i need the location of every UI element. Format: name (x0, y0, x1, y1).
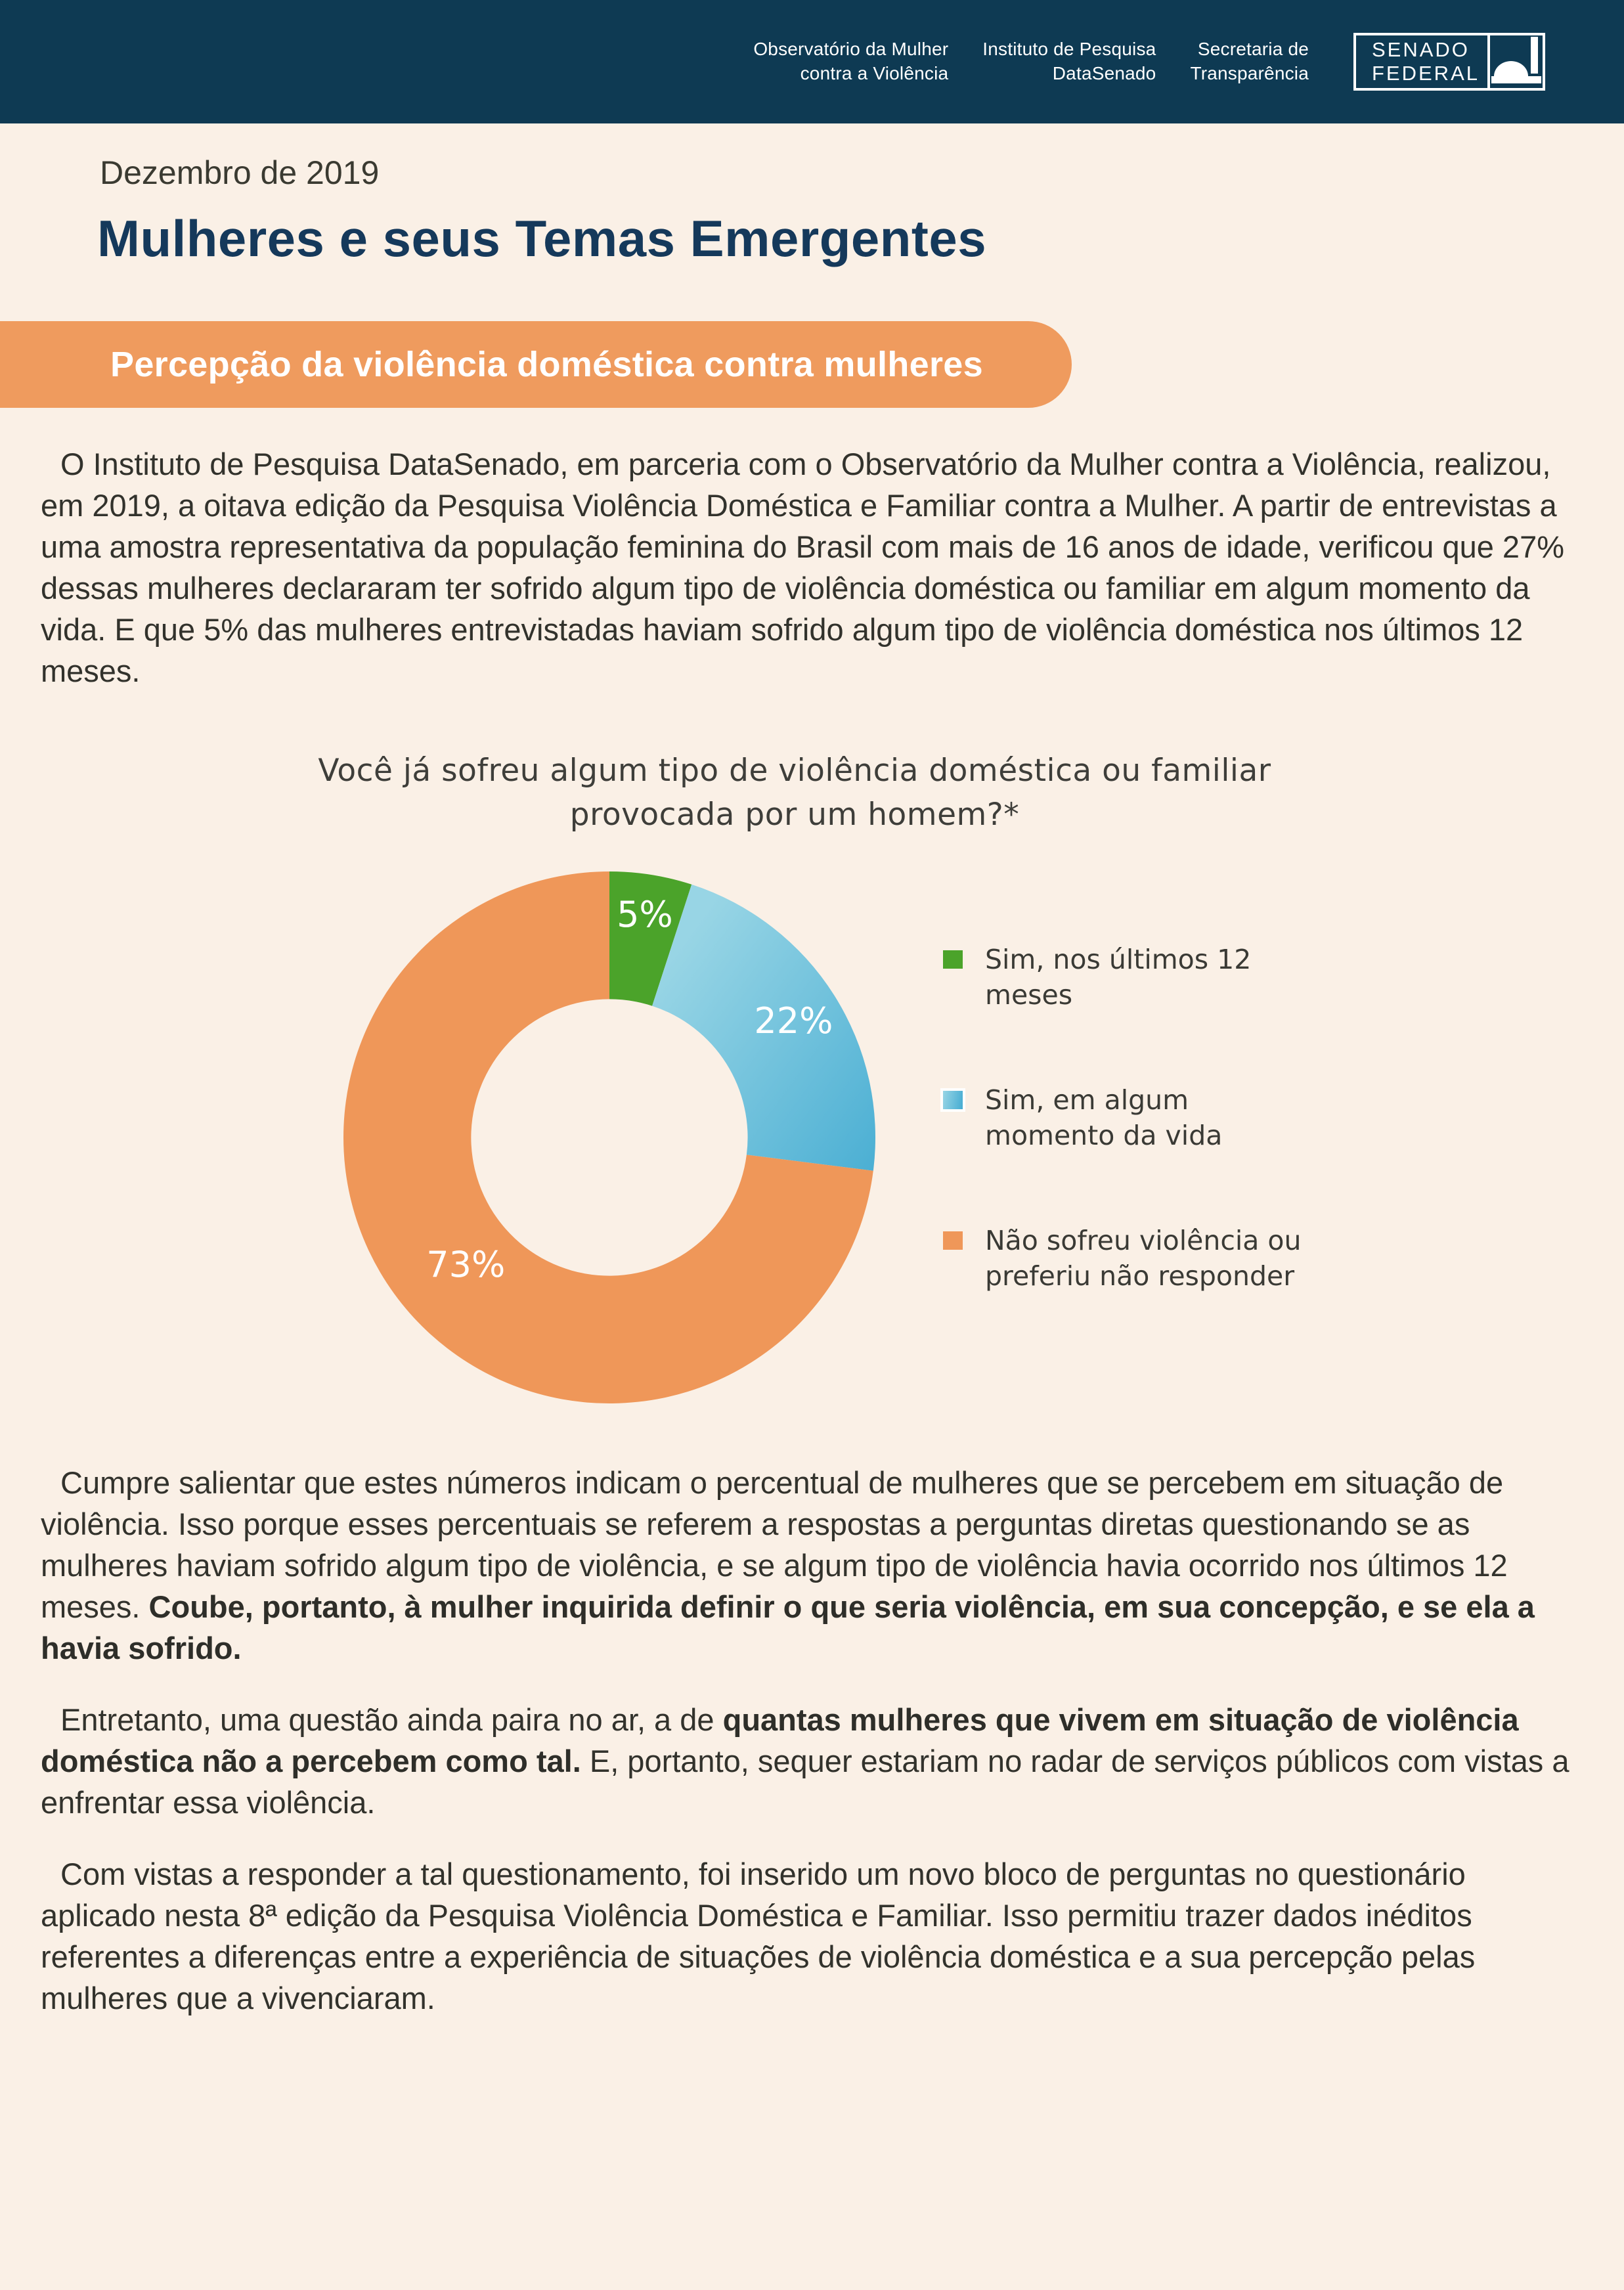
org-observatorio (753, 37, 948, 86)
paragraph-intro (41, 443, 1586, 692)
org-datasenado (982, 37, 1156, 86)
paragraph-intro-text: O Instituto de Pesquisa DataSenado, em parceria com o Observatório da Mulher contra a Violência, realizou, em 2019, a oitava edição da Pesquisa Violência Doméstica e Familiar contra a Mulher. A partir de entrevistas a uma amostra representativa da população feminina do Brasil com mais de 16 anos de idade, verificou que 27% dessas mulheres declararam ter sofrido algum tipo de violência doméstica ou familiar em algum momento da vida. E que 5% das mulheres entrevistadas haviam sofrido algum tipo de violência doméstica nos últimos 12 meses. (41, 447, 1565, 688)
paragraph-questao-text2: E, portanto, sequer estariam no radar de serviços públicos com vistas a enfrentar essa violência. (41, 1744, 1569, 1820)
section-banner-label: Percepção da violência doméstica contra mulheres (110, 345, 983, 384)
logo-line2: FEDERAL (1372, 62, 1480, 85)
legend-item-no-violence (943, 1223, 1350, 1294)
legend-label: Sim, em algum momento da vida (985, 1084, 1223, 1152)
paragraph-percepcao-text: Cumpre salientar que estes números indicam o percentual de mulheres que se percebem em situação de violência. Isso porque esses percentuais se referem a respostas a perguntas diretas questionando se as mulheres haviam sofrido algum tipo de violência, e se algum tipo de violência havia ocorrido nos últimos 12 meses. (41, 1465, 1508, 1625)
org-transparencia-line1: Secretaria de (1197, 39, 1309, 60)
issue-date: Dezembro de 2019 (100, 154, 380, 191)
legend-label: Não sofreu violência ou preferiu não responder (985, 1225, 1302, 1292)
chart-legend (943, 942, 1350, 1294)
legend-marker (943, 1091, 963, 1109)
legend-label: Sim, nos últimos 12 meses (985, 944, 1252, 1011)
section-banner (0, 321, 1072, 408)
donut-chart-svg (340, 868, 879, 1407)
org-datasenado-line1: Instituto de Pesquisa (982, 39, 1156, 60)
paragraph-questao-text1: Entretanto, uma questão ainda paira no ar, a de (60, 1702, 723, 1738)
legend-item-last-12-months (943, 942, 1350, 1013)
paragraph-novo-bloco-text: Com vistas a responder a tal questionamento, foi inserido um novo bloco de perguntas no questionário aplicado nesta 8ª edição da Pesquisa Violência Doméstica e Familiar. Isso permitiu trazer dados inéditos referentes a diferenças entre a experiência de situações de violência doméstica e a sua percepção pelas mulheres que a vivenciaram. (41, 1857, 1476, 2016)
slice-value-label-2: 73% (426, 1244, 506, 1286)
legend-item-some-moment (943, 1082, 1350, 1153)
congress-dome-icon (1487, 35, 1543, 88)
page-title: Mulheres e seus Temas Emergentes (97, 209, 987, 267)
paragraph-percepcao (41, 1462, 1586, 1669)
paragraph-questao (41, 1699, 1586, 1823)
slice-value-label-1: 22% (754, 1000, 833, 1042)
org-transparencia (1190, 37, 1309, 86)
legend-marker (943, 950, 963, 969)
paragraph-novo-bloco (41, 1853, 1586, 2019)
paragraph-percepcao-bold: Coube, portanto, à mulher inquirida definir o que seria violência, em sua concepção, e se ela a havia sofrido. (41, 1589, 1535, 1666)
header-bar (0, 0, 1624, 123)
legend-marker (943, 1231, 963, 1250)
org-datasenado-line2: DataSenado (1052, 63, 1156, 83)
chart-block (0, 868, 1624, 1407)
org-transparencia-line2: Transparência (1190, 63, 1309, 83)
org-observatorio-line2: contra a Violência (800, 63, 949, 83)
senado-federal-logo (1353, 33, 1545, 91)
donut-chart (340, 868, 879, 1407)
chart-title: Você já sofreu algum tipo de violência doméstica ou familiar provocada por um homem?* (318, 753, 1271, 833)
paragraph-questao-bold: quantas mulheres que vivem em situação de violência doméstica não a percebem como tal. (41, 1702, 1519, 1779)
senado-federal-logo-text (1356, 35, 1487, 88)
slice-value-label-0: 5% (617, 894, 673, 936)
logo-line1: SENADO (1372, 38, 1470, 62)
org-observatorio-line1: Observatório da Mulher (753, 39, 949, 60)
